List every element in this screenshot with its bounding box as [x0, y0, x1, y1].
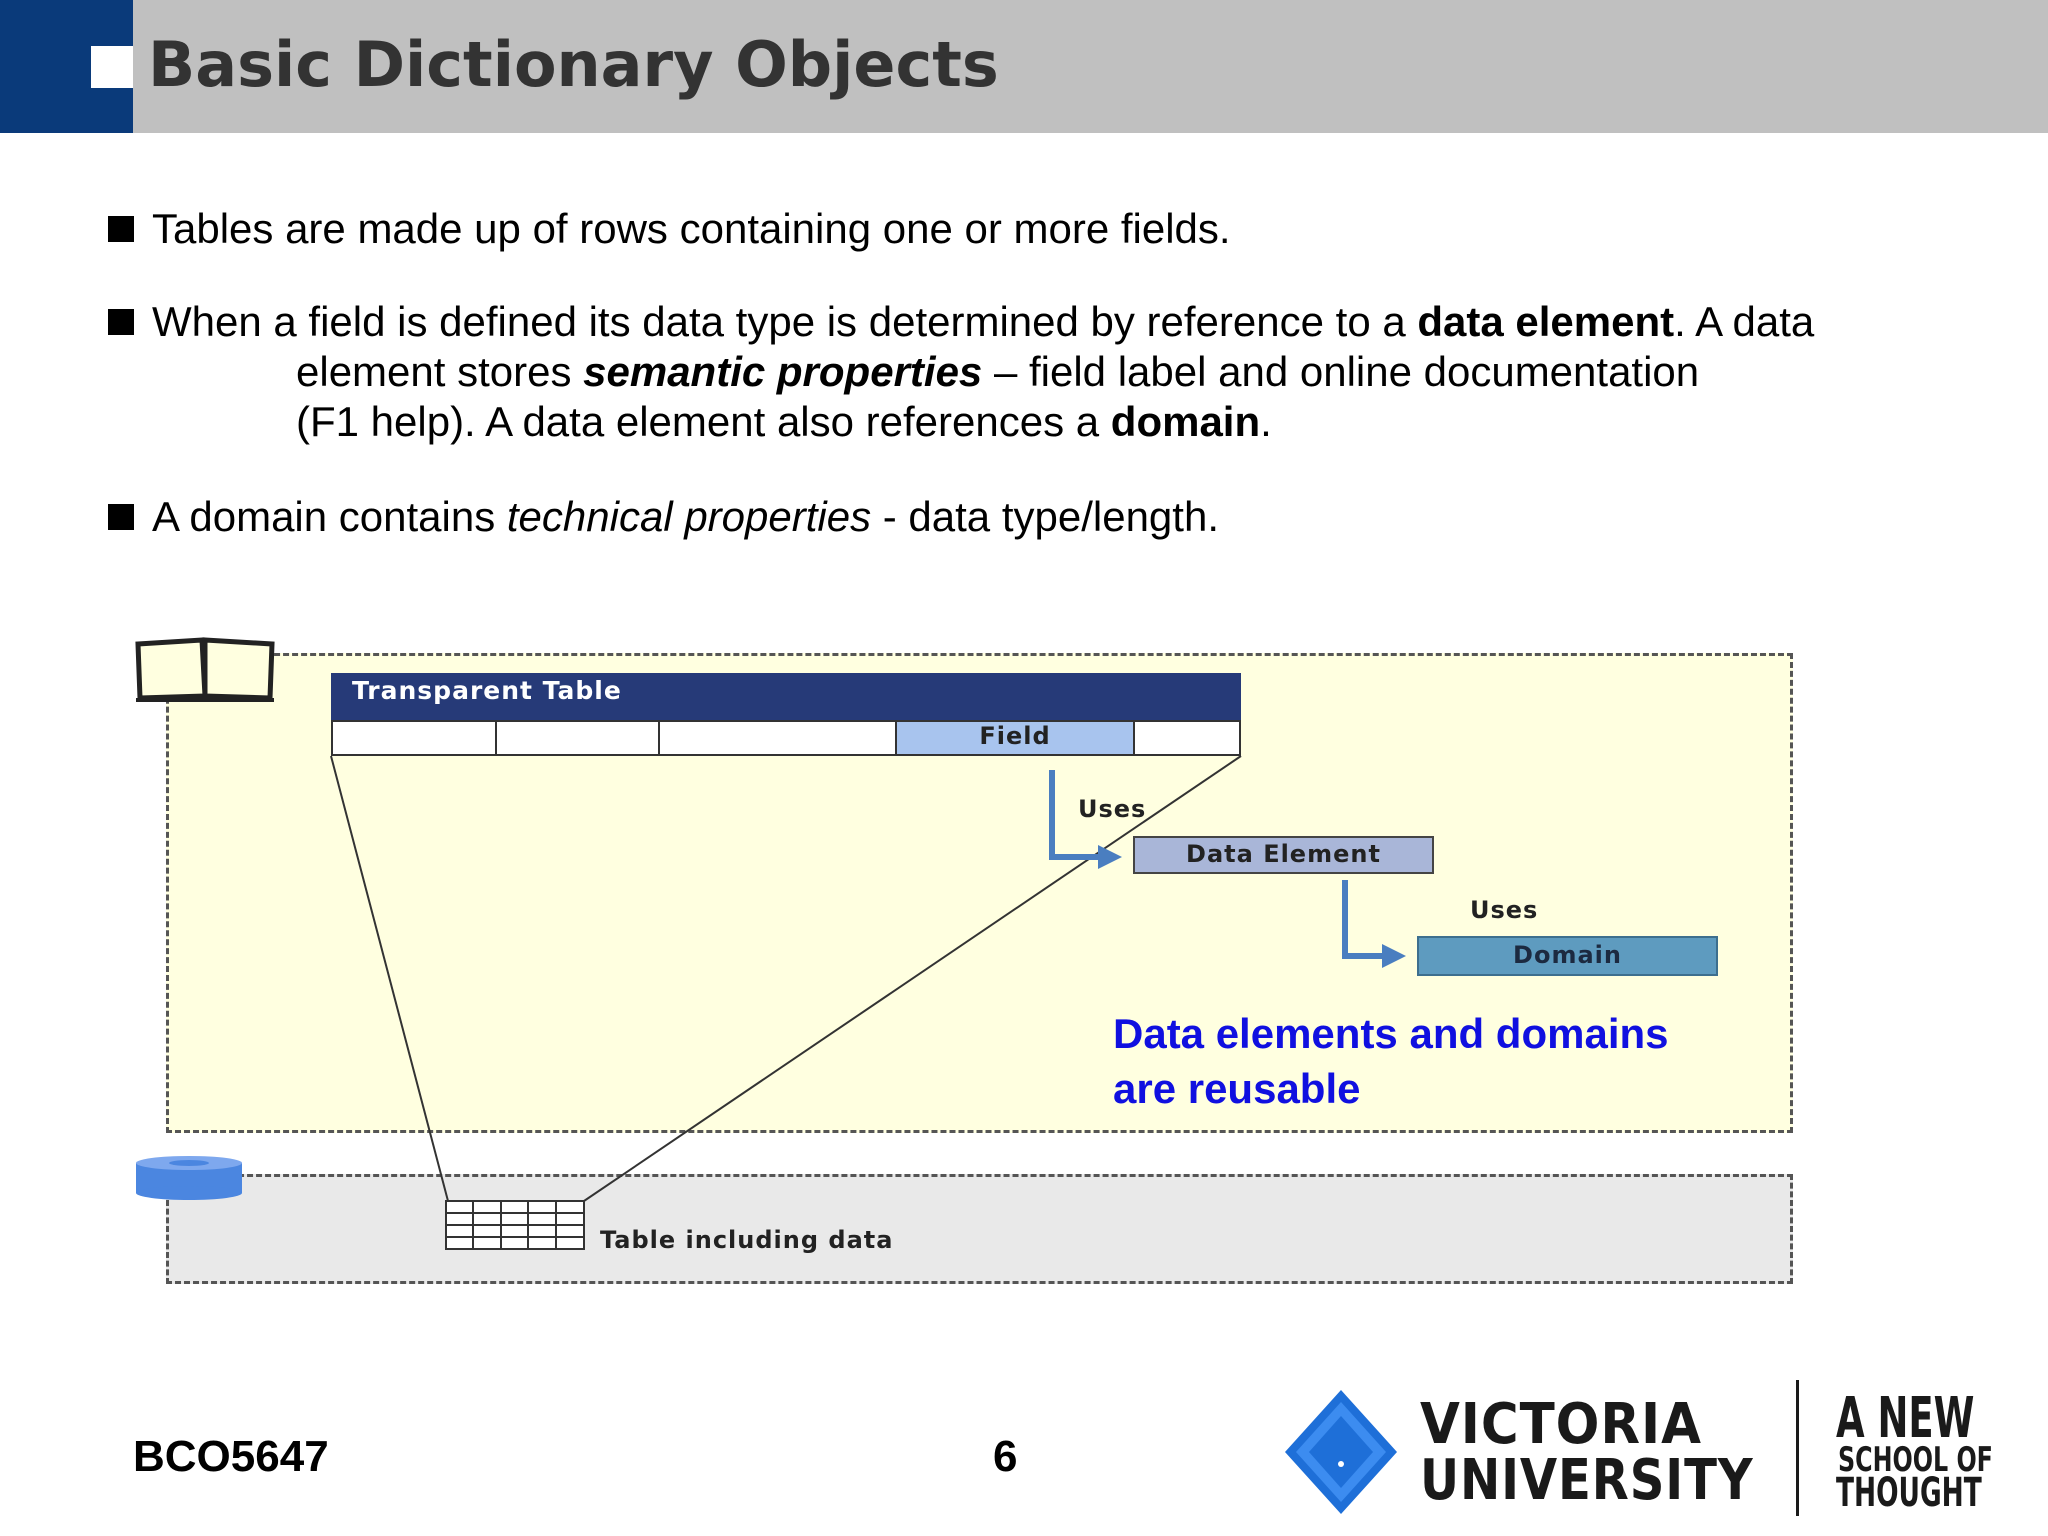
field-label: Field [979, 722, 1051, 750]
bullet-1-text: Tables are made up of rows containing one or more fields. [152, 205, 1231, 252]
projection-line-left [331, 756, 448, 1201]
bullet-2-text: (F1 help). A data element also references a [296, 398, 1111, 445]
term-semantic-properties: semantic properties [583, 348, 983, 395]
tagline-line-2: SCHOOL OF [1838, 1440, 1993, 1480]
uses-label-2: Uses [1470, 896, 1539, 924]
term-data-element: data element [1417, 298, 1675, 345]
bullet-2-text: – field label and online documentation [982, 348, 1700, 395]
term-technical-properties: technical properties [506, 493, 872, 540]
bullet-3-text: A domain contains [152, 493, 507, 540]
data-element-label: Data Element [1186, 840, 1381, 868]
tagline-line-1: A NEW [1836, 1386, 1975, 1451]
domain-label: Domain [1513, 941, 1622, 969]
book-icon [136, 640, 274, 700]
term-domain: domain [1110, 398, 1261, 445]
projection-line-right [584, 756, 1241, 1201]
uses-arrow-2-icon [1345, 880, 1406, 968]
bullet-3-text: - data type/length. [871, 493, 1219, 540]
reusable-note-line-2: are reusable [1113, 1065, 1361, 1112]
slide-title: Basic Dictionary Objects [148, 28, 999, 101]
tagline-line-3: THOUGHT [1836, 1470, 1982, 1516]
bullet-2-text: . [1260, 398, 1272, 445]
bullet-2-text: . A data [1674, 298, 1815, 345]
bullet-2-text: When a field is defined its data type is determined by reference to a [152, 298, 1418, 345]
reusable-note-line-1: Data elements and domains [1113, 1010, 1669, 1057]
uses-label-1: Uses [1078, 795, 1147, 823]
database-icon [136, 1156, 242, 1200]
logo-divider [1796, 1380, 1799, 1516]
page-number: 6 [993, 1432, 1018, 1481]
table-including-data-label: Table including data [600, 1226, 894, 1254]
logo-text-victoria: VICTORIA [1420, 1392, 1702, 1457]
table-grid-icon [446, 1201, 584, 1249]
logo-text-university: UNIVERSITY [1420, 1448, 1754, 1513]
victoria-university-logo-icon [1285, 1390, 1397, 1514]
bullet-2-text: element stores [296, 348, 584, 395]
course-code: BCO5647 [133, 1432, 329, 1481]
uses-arrow-1-icon [1052, 770, 1122, 869]
transparent-table-label: Transparent Table [352, 676, 622, 705]
